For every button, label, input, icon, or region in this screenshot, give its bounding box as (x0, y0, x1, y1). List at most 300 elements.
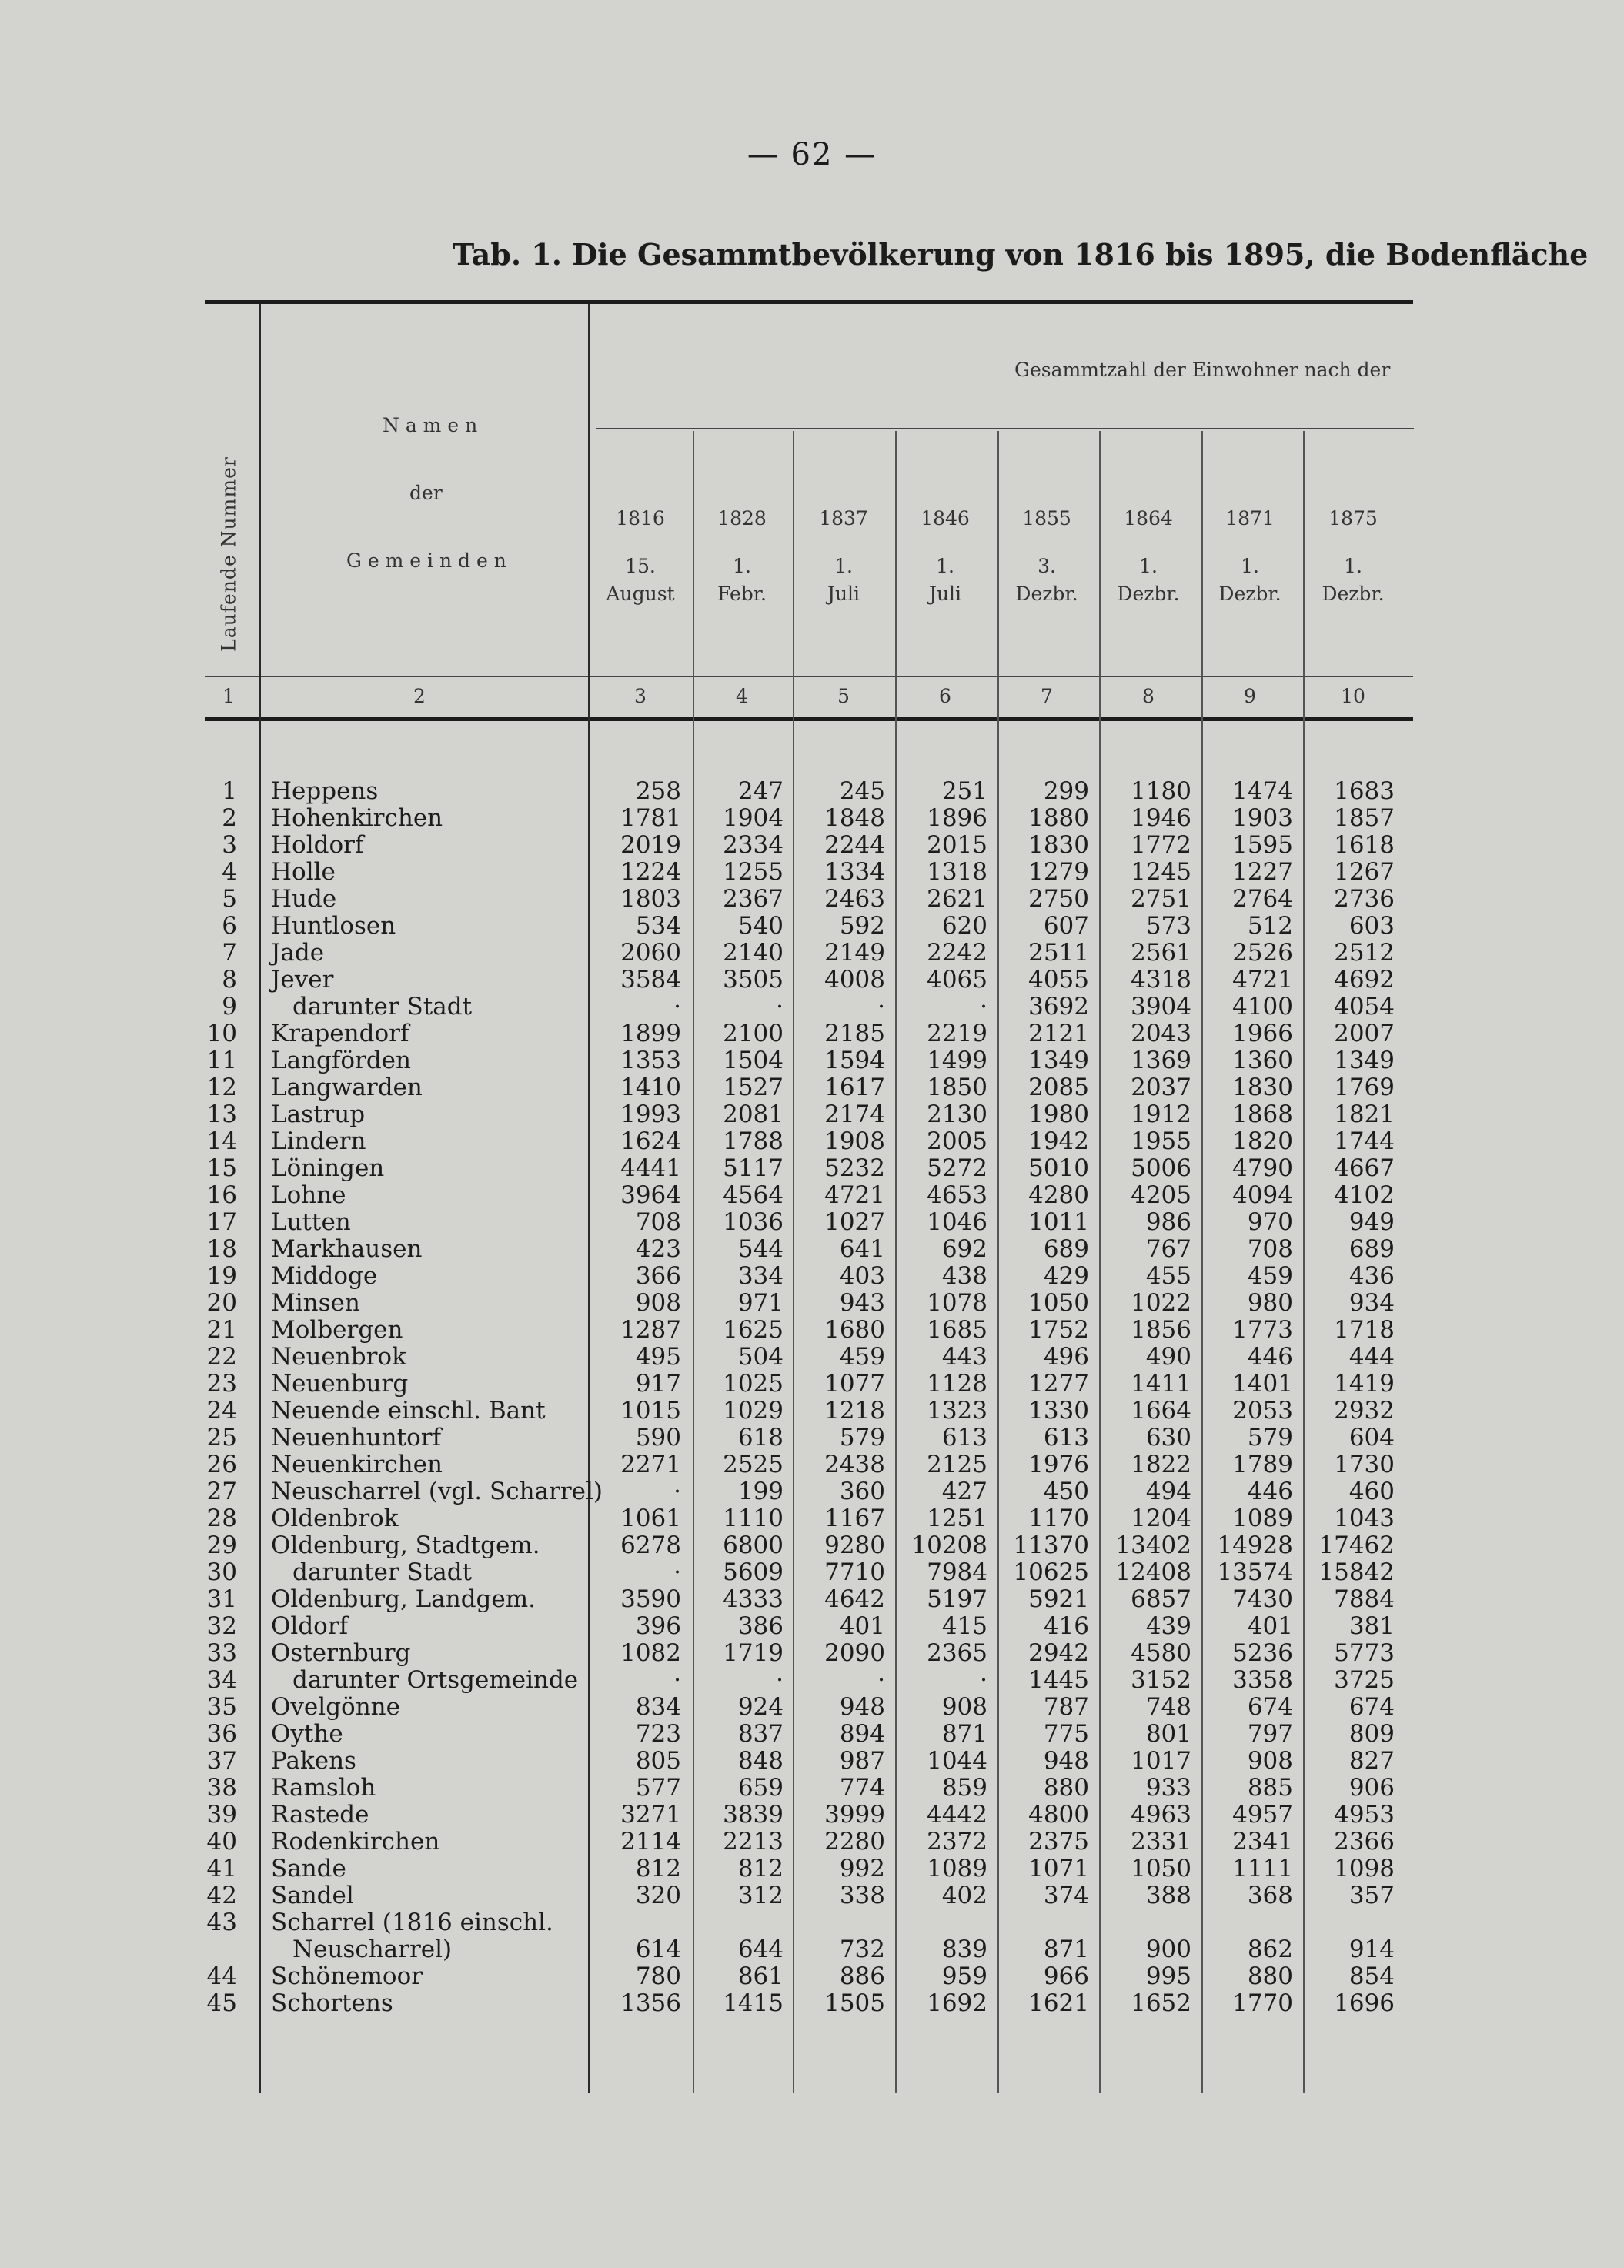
row-number: 12 (206, 1074, 237, 1101)
population-cell: 1976 (1028, 1451, 1089, 1478)
population-cell: 607 (1043, 912, 1089, 940)
population-cell: 312 (737, 1882, 784, 1909)
population-cell: 403 (839, 1262, 885, 1290)
population-cell: 2005 (927, 1127, 987, 1155)
population-cell: 1334 (824, 858, 885, 886)
population-cell: 1279 (1028, 858, 1089, 886)
population-cell: 1011 (1028, 1208, 1089, 1236)
year-label: 1871 (1225, 507, 1275, 529)
municipality-name: darunter Stadt (292, 1558, 473, 1586)
population-cell: 1770 (1232, 1989, 1293, 2017)
population-cell: 4692 (1334, 966, 1395, 994)
population-cell: 1071 (1028, 1855, 1089, 1882)
year-header (819, 502, 868, 611)
population-cell: 2007 (1334, 1020, 1395, 1047)
population-cell: 748 (1145, 1693, 1191, 1721)
population-cell: 4100 (1232, 993, 1293, 1020)
population-cell: 2019 (620, 831, 681, 859)
population-cell: 914 (1348, 1936, 1395, 1963)
month-label: Juli (928, 583, 962, 605)
population-cell: 2090 (824, 1639, 885, 1667)
population-cell: 1625 (723, 1316, 784, 1344)
population-cell: · (673, 1478, 681, 1505)
population-cell: 1218 (824, 1397, 885, 1425)
column-number: 1 (222, 685, 235, 707)
population-cell: 1323 (927, 1397, 987, 1425)
population-cell: 1719 (723, 1639, 784, 1667)
population-cell: 5773 (1334, 1639, 1395, 1667)
population-cell: · (673, 1558, 681, 1586)
population-cell: 613 (1043, 1424, 1089, 1451)
population-cell: 459 (1247, 1262, 1293, 1290)
municipality-name: Oldenburg, Stadtgem. (271, 1531, 540, 1559)
population-cell: 1788 (723, 1127, 784, 1155)
population-cell: 3964 (620, 1181, 681, 1209)
month-label: Dezbr. (1015, 583, 1078, 605)
population-cell: 1061 (620, 1505, 681, 1532)
population-cell: 5006 (1131, 1154, 1191, 1182)
population-cell: 2463 (824, 885, 885, 913)
population-cell: 388 (1145, 1882, 1191, 1909)
population-cell: 2334 (723, 831, 784, 859)
population-cell: 4205 (1131, 1181, 1191, 1209)
population-cell: 1411 (1131, 1370, 1191, 1398)
row-number: 24 (206, 1397, 237, 1425)
population-cell: 6857 (1131, 1585, 1191, 1613)
population-cell: 1692 (927, 1989, 987, 2017)
population-cell: 1043 (1334, 1505, 1395, 1532)
population-cell: 1353 (620, 1047, 681, 1074)
population-cell: 446 (1247, 1343, 1293, 1371)
population-cell: 1082 (620, 1639, 681, 1667)
population-cell: 1044 (927, 1747, 987, 1775)
municipality-name: Lohne (271, 1181, 346, 1209)
year-header (921, 502, 970, 611)
municipality-name: Pakens (271, 1747, 356, 1775)
population-cell: 987 (839, 1747, 885, 1775)
population-cell: 4055 (1028, 966, 1089, 994)
population-cell: 1942 (1028, 1127, 1089, 1155)
population-cell: 334 (737, 1262, 784, 1290)
population-cell: 579 (1247, 1424, 1293, 1451)
column-number-top-rule (205, 676, 1413, 677)
population-cell: 2037 (1131, 1074, 1191, 1101)
row-number: 29 (206, 1531, 237, 1559)
year-header (717, 502, 767, 611)
population-cell: 861 (737, 1962, 784, 1990)
population-cell: 504 (737, 1343, 784, 1371)
population-cell: 659 (737, 1774, 784, 1802)
population-cell: 299 (1043, 777, 1089, 805)
population-cell: 1856 (1131, 1316, 1191, 1344)
population-cell: 805 (635, 1747, 681, 1775)
population-cell: 1527 (723, 1074, 784, 1101)
population-cell: 708 (635, 1208, 681, 1236)
row-number: 10 (206, 1020, 237, 1047)
population-cell: 4721 (1232, 966, 1293, 994)
population-cell: 966 (1043, 1962, 1089, 1990)
population-cell: 11370 (1013, 1531, 1089, 1559)
population-cell: 692 (941, 1235, 987, 1263)
row-number: 27 (206, 1478, 237, 1505)
row-number: 7 (222, 939, 237, 967)
population-cell: 5197 (927, 1585, 987, 1613)
population-cell: 1822 (1131, 1451, 1191, 1478)
population-cell: 1744 (1334, 1127, 1395, 1155)
population-cell: 934 (1348, 1289, 1395, 1317)
population-cell: 4441 (620, 1154, 681, 1182)
population-cell: 2081 (723, 1101, 784, 1128)
column-number: 8 (1142, 685, 1155, 707)
population-cell: 1098 (1334, 1855, 1395, 1882)
gemeinden-label: G e m e i n d e n (346, 549, 506, 572)
population-cell: 1369 (1131, 1047, 1191, 1074)
population-cell: 906 (1348, 1774, 1395, 1802)
municipality-name: Lutten (271, 1208, 351, 1236)
municipality-name: Sande (271, 1855, 346, 1882)
population-cell: 1946 (1131, 804, 1191, 832)
population-cell: 959 (941, 1962, 987, 1990)
population-cell: 357 (1348, 1882, 1395, 1909)
population-cell: 2764 (1232, 885, 1293, 913)
population-cell: 827 (1348, 1747, 1395, 1775)
population-cell: 7984 (927, 1558, 987, 1586)
municipality-name: Schönemoor (271, 1962, 423, 1990)
population-cell: 894 (839, 1720, 885, 1748)
population-cell: 401 (1247, 1612, 1293, 1640)
municipality-name: Oythe (271, 1720, 343, 1748)
population-cell: 438 (941, 1262, 987, 1290)
population-cell: 1850 (927, 1074, 987, 1101)
municipality-name: Langförden (271, 1047, 411, 1074)
row-number: 45 (206, 1989, 237, 2017)
population-cell: 1904 (723, 804, 784, 832)
population-cell: 1830 (1232, 1074, 1293, 1101)
population-cell: 1993 (620, 1101, 681, 1128)
population-cell: 4318 (1131, 966, 1191, 994)
der-label: der (409, 482, 443, 504)
population-cell: 848 (737, 1747, 784, 1775)
population-cell: 708 (1247, 1235, 1293, 1263)
population-cell: 368 (1247, 1882, 1293, 1909)
population-cell: 251 (941, 777, 987, 805)
population-cell: 416 (1043, 1612, 1089, 1640)
municipality-name: Hohenkirchen (271, 804, 443, 832)
population-cell: 2438 (824, 1451, 885, 1478)
population-cell: 1896 (927, 804, 987, 832)
population-cell: 2219 (927, 1020, 987, 1047)
population-cell: 590 (635, 1424, 681, 1451)
population-cell: 258 (635, 777, 681, 805)
population-cell: 4008 (824, 966, 885, 994)
population-cell: 1227 (1232, 858, 1293, 886)
year-label: 1855 (1022, 507, 1071, 529)
population-cell: 1903 (1232, 804, 1293, 832)
population-cell: · (673, 1666, 681, 1694)
population-cell: 2280 (824, 1828, 885, 1855)
population-cell: 1683 (1334, 777, 1395, 805)
population-cell: 613 (941, 1424, 987, 1451)
population-cell: 1224 (620, 858, 681, 886)
population-cell: 2750 (1028, 885, 1089, 913)
population-cell: 495 (635, 1343, 681, 1371)
population-cell: 402 (941, 1882, 987, 1909)
month-label: Dezbr. (1322, 583, 1385, 605)
population-cell: · (980, 1666, 987, 1694)
municipality-name: Neuscharrel (vgl. Scharrel) (271, 1478, 603, 1505)
population-cell: 2060 (620, 939, 681, 967)
population-cell: 1017 (1131, 1747, 1191, 1775)
municipality-name: darunter Stadt (292, 993, 473, 1020)
col-line-number (259, 304, 261, 2093)
population-cell: 5921 (1028, 1585, 1089, 1613)
population-cell: 245 (839, 777, 885, 805)
municipality-name: Krapendorf (271, 1020, 409, 1047)
municipality-name: Neuenhuntorf (271, 1424, 442, 1451)
population-cell: 2125 (927, 1451, 987, 1478)
row-number: 35 (206, 1693, 237, 1721)
population-cell: 837 (737, 1720, 784, 1748)
population-cell: 4442 (927, 1801, 987, 1829)
year-header (1218, 502, 1281, 611)
population-cell: 1128 (927, 1370, 987, 1398)
population-cell: · (776, 1666, 784, 1694)
population-cell: 12408 (1115, 1558, 1191, 1586)
population-cell: 1618 (1334, 831, 1395, 859)
row-number: 11 (206, 1047, 237, 1074)
population-cell: 2271 (620, 1451, 681, 1478)
population-cell: 1899 (620, 1020, 681, 1047)
population-cell: 780 (635, 1962, 681, 1990)
population-cell: 970 (1247, 1208, 1293, 1236)
column-number: 7 (1041, 685, 1053, 707)
population-cell: 948 (839, 1693, 885, 1721)
population-cell: 5117 (723, 1154, 784, 1182)
population-cell: 459 (839, 1343, 885, 1371)
population-cell: 366 (635, 1262, 681, 1290)
month-label: Dezbr. (1218, 583, 1281, 605)
population-cell: 1036 (723, 1208, 784, 1236)
municipality-name: Neuenburg (271, 1370, 409, 1398)
population-cell: 429 (1043, 1262, 1089, 1290)
population-cell: 1015 (620, 1397, 681, 1425)
population-cell: 2213 (723, 1828, 784, 1855)
row-number: 37 (206, 1747, 237, 1775)
month-label: Dezbr. (1117, 583, 1180, 605)
population-cell: 674 (1348, 1693, 1395, 1721)
population-cell: 2751 (1131, 885, 1191, 913)
population-cell: 2331 (1131, 1828, 1191, 1855)
population-cell: 689 (1043, 1235, 1089, 1263)
population-cell: 2114 (620, 1828, 681, 1855)
municipality-name: Holle (271, 858, 336, 886)
row-number: 16 (206, 1181, 237, 1209)
population-cell: · (877, 1666, 885, 1694)
population-cell: 1349 (1028, 1047, 1089, 1074)
population-cell: 1499 (927, 1047, 987, 1074)
population-cell: 1912 (1131, 1101, 1191, 1128)
population-cell: 4102 (1334, 1181, 1395, 1209)
population-cell: 3358 (1232, 1666, 1293, 1694)
year-header (606, 502, 674, 611)
population-cell: 4333 (723, 1585, 784, 1613)
row-number: 1 (222, 777, 237, 805)
column-number-bottom-rule (205, 717, 1413, 721)
row-number: 17 (206, 1208, 237, 1236)
population-cell: 17462 (1318, 1531, 1395, 1559)
population-cell: 797 (1247, 1720, 1293, 1748)
column-number: 4 (736, 685, 748, 707)
population-cell: 2053 (1232, 1397, 1293, 1425)
population-cell: 4094 (1232, 1181, 1293, 1209)
population-cell: 908 (635, 1289, 681, 1317)
day-label: 1. (834, 555, 853, 577)
population-cell: 1445 (1028, 1666, 1089, 1694)
row-number: 9 (222, 993, 237, 1020)
population-cell: 494 (1145, 1478, 1191, 1505)
population-cell: 1880 (1028, 804, 1089, 832)
population-cell: 573 (1145, 912, 1191, 940)
population-cell: 1617 (824, 1074, 885, 1101)
day-label: 1. (1344, 555, 1362, 577)
population-cell: 2341 (1232, 1828, 1293, 1855)
population-cell: 5010 (1028, 1154, 1089, 1182)
population-cell: 2043 (1131, 1020, 1191, 1047)
population-cell: 689 (1348, 1235, 1395, 1263)
population-cell: 2242 (927, 939, 987, 967)
population-cell: 900 (1145, 1936, 1191, 1963)
population-cell: 381 (1348, 1612, 1395, 1640)
population-cell: 446 (1247, 1478, 1293, 1505)
municipality-name: Hude (271, 885, 337, 913)
population-cell: 871 (941, 1720, 987, 1748)
population-cell: 854 (1348, 1962, 1395, 1990)
population-cell: 7884 (1334, 1585, 1395, 1613)
row-number: 38 (206, 1774, 237, 1802)
population-cell: 5609 (723, 1558, 784, 1586)
day-label: 1. (1241, 555, 1259, 577)
population-cell: 2942 (1028, 1639, 1089, 1667)
page-number: — 62 — (747, 137, 877, 172)
population-cell: 1966 (1232, 1020, 1293, 1047)
population-cell: 4721 (824, 1181, 885, 1209)
population-cell: 732 (839, 1936, 885, 1963)
population-cell: 1624 (620, 1127, 681, 1155)
population-cell: 1685 (927, 1316, 987, 1344)
population-cell: 1318 (927, 858, 987, 886)
year-label: 1864 (1124, 507, 1173, 529)
population-cell: 1730 (1334, 1451, 1395, 1478)
row-number: 19 (206, 1262, 237, 1290)
year-header (1117, 502, 1179, 611)
population-cell: 247 (737, 777, 784, 805)
municipality-name: Jade (271, 939, 325, 967)
population-cell: 1245 (1131, 858, 1191, 886)
population-cell: 592 (839, 912, 885, 940)
population-cell: 4653 (927, 1181, 987, 1209)
population-cell: 512 (1247, 912, 1293, 940)
population-cell: 1718 (1334, 1316, 1395, 1344)
row-number: 18 (206, 1235, 237, 1263)
population-cell: 1255 (723, 858, 784, 886)
population-cell: 980 (1247, 1289, 1293, 1317)
population-cell: 3584 (620, 966, 681, 994)
population-cell: 320 (635, 1882, 681, 1909)
row-number: 39 (206, 1801, 237, 1829)
population-cell: 604 (1348, 1424, 1395, 1451)
population-cell: 496 (1043, 1343, 1089, 1371)
population-cell: 4065 (927, 966, 987, 994)
population-cell: 924 (737, 1693, 784, 1721)
population-cell: 1251 (927, 1505, 987, 1532)
population-cell: 723 (635, 1720, 681, 1748)
population-cell: 13402 (1115, 1531, 1191, 1559)
population-cell: 338 (839, 1882, 885, 1909)
population-cell: 1046 (927, 1208, 987, 1236)
municipality-name: Neuende einschl. Bant (271, 1397, 546, 1425)
year-header (1322, 502, 1384, 611)
population-cell: 1360 (1232, 1047, 1293, 1074)
population-cell: 5232 (824, 1154, 885, 1182)
month-label: Juli (827, 583, 860, 605)
population-cell: 423 (635, 1235, 681, 1263)
population-cell: 5272 (927, 1154, 987, 1182)
population-cell: 1857 (1334, 804, 1395, 832)
population-cell: 4800 (1028, 1801, 1089, 1829)
population-cell: 2932 (1334, 1397, 1395, 1425)
population-cell: · (673, 993, 681, 1020)
population-cell: 544 (737, 1235, 784, 1263)
row-number: 20 (206, 1289, 237, 1317)
row-number: 41 (206, 1855, 237, 1882)
municipality-name: Löningen (271, 1154, 385, 1182)
population-cell: 787 (1043, 1693, 1089, 1721)
population-cell: 2149 (824, 939, 885, 967)
population-cell: 444 (1348, 1343, 1395, 1371)
day-label: 3. (1038, 555, 1056, 577)
population-cell: 13574 (1217, 1558, 1293, 1586)
population-cell: 1180 (1131, 777, 1191, 805)
population-cell: 885 (1247, 1774, 1293, 1802)
population-cell: 2244 (824, 831, 885, 859)
municipality-name: Neuenbrok (271, 1343, 406, 1371)
population-cell: 2140 (723, 939, 784, 967)
population-cell: 618 (737, 1424, 784, 1451)
population-cell: 1287 (620, 1316, 681, 1344)
population-cell: 4580 (1131, 1639, 1191, 1667)
population-cell: 1769 (1334, 1074, 1395, 1101)
population-cell: 4667 (1334, 1154, 1395, 1182)
municipality-name: Osternburg (271, 1639, 411, 1667)
population-cell: 2736 (1334, 885, 1395, 913)
population-cell: 2372 (927, 1828, 987, 1855)
population-cell: 2100 (723, 1020, 784, 1047)
population-cell: 933 (1145, 1774, 1191, 1802)
population-cell: 1330 (1028, 1397, 1089, 1425)
population-cell: 386 (737, 1612, 784, 1640)
municipality-name: Lastrup (271, 1101, 366, 1128)
population-cell: 801 (1145, 1720, 1191, 1748)
municipality-name: Ramsloh (271, 1774, 376, 1802)
municipality-name: Oldenburg, Landgem. (271, 1585, 536, 1613)
row-number: 34 (206, 1666, 237, 1694)
row-number: 21 (206, 1316, 237, 1344)
row-number: 3 (222, 831, 237, 859)
population-cell: 3505 (723, 966, 784, 994)
population-cell: 1029 (723, 1397, 784, 1425)
population-cell: 1908 (824, 1127, 885, 1155)
population-cell: 427 (941, 1478, 987, 1505)
